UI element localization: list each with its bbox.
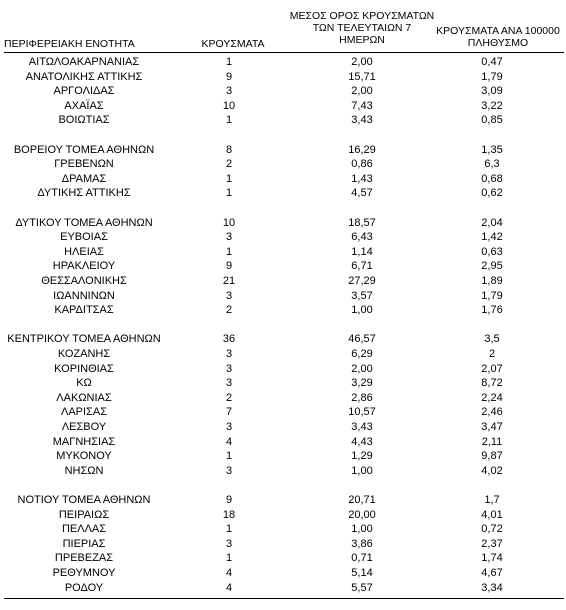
region-name-cell: ΚΟΖΑΝΗΣ — [57, 348, 111, 360]
region-name-cell: ΑΙΤΩΛΟΑΚΑΡΝΑΝΙΑΣ — [28, 56, 140, 68]
table-row — [0, 464, 566, 478]
region-name-cell: ΑΝΑΤΟΛΙΚΗΣ ΑΤΤΙΚΗΣ — [25, 70, 143, 83]
per-100k-cell: 4,67 — [481, 567, 503, 579]
per-100k-cell: 1,74 — [481, 552, 503, 565]
header-per-100k — [428, 25, 566, 49]
avg-cases-cell: 1,43 — [351, 172, 373, 185]
region-name-cell: ΙΩΑΝΝΙΝΩΝ — [53, 289, 115, 302]
table-row — [0, 332, 566, 346]
cases-cell: 18 — [222, 508, 236, 521]
cases-cell: 1 — [225, 56, 233, 68]
per-100k-cell: 4,02 — [481, 464, 503, 477]
region-name-cell: ΑΧΑΪΑΣ — [64, 99, 104, 112]
avg-cases-cell: 46,57 — [348, 333, 376, 346]
cases-cell: 3 — [225, 537, 233, 550]
table-row — [0, 143, 566, 157]
per-100k-cell: 3,34 — [481, 581, 503, 594]
table-row — [0, 113, 566, 127]
per-100k-cell: 3,22 — [481, 99, 503, 112]
per-100k-cell: 1,42 — [481, 231, 503, 244]
region-name-cell: ΚΑΡΔΙΤΣΑΣ — [54, 304, 114, 317]
cases-cell: 3 — [225, 85, 233, 98]
cases-cell: 9 — [225, 70, 233, 83]
per-100k-cell: 8,72 — [481, 377, 503, 390]
avg-cases-cell: 2,86 — [351, 391, 373, 404]
table-row — [0, 186, 566, 200]
header-divider — [4, 52, 564, 53]
table-row — [0, 566, 566, 580]
per-100k-cell: 1,89 — [481, 275, 503, 287]
cases-cell: 3 — [225, 362, 233, 375]
avg-cases-cell: 0,86 — [351, 158, 373, 171]
avg-cases-cell: 5,57 — [351, 581, 373, 594]
bottom-divider — [4, 598, 564, 599]
header-avg-cases — [288, 10, 436, 46]
table-row — [0, 84, 566, 98]
table-row — [0, 216, 566, 230]
per-100k-cell: 4,01 — [481, 508, 503, 521]
per-100k-cell: 3,5 — [484, 333, 500, 346]
per-100k-cell: 2,11 — [481, 435, 503, 448]
avg-cases-cell: 1,29 — [351, 450, 373, 463]
cases-cell: 3 — [225, 377, 233, 390]
per-100k-cell: 0,63 — [481, 245, 503, 258]
per-100k-cell: 2,24 — [481, 391, 503, 404]
avg-cases-cell: 3,43 — [351, 114, 373, 127]
avg-cases-cell: 1,00 — [351, 304, 373, 317]
cases-cell: 1 — [225, 172, 233, 185]
region-name-cell: ΛΑΚΩΝΙΑΣ — [56, 391, 112, 404]
per-100k-cell: 2,95 — [481, 260, 503, 273]
region-name-cell: ΛΕΣΒΟΥ — [61, 421, 107, 433]
table-row — [0, 303, 566, 317]
cases-cell: 2 — [225, 304, 233, 317]
cases-cell: 10 — [222, 99, 236, 112]
table-row — [0, 230, 566, 244]
region-name-cell: ΗΛΕΙΑΣ — [64, 245, 104, 258]
region-name-cell: ΠΡΕΒΕΖΑΣ — [54, 552, 114, 565]
avg-cases-cell: 6,29 — [351, 348, 373, 360]
header-avg-line3: ΗΜΕΡΩΝ — [339, 34, 385, 46]
cases-cell: 2 — [225, 391, 233, 404]
per-100k-cell: 0,85 — [481, 114, 503, 127]
cases-cell: 10 — [222, 216, 236, 229]
header-avg-line1: ΜΕΣΟΣ ΟΡΟΣ ΚΡΟΥΣΜΑΤΩΝ — [289, 10, 435, 22]
cases-cell: 21 — [222, 275, 236, 287]
avg-cases-cell: 4,43 — [351, 435, 373, 448]
per-100k-cell: 2,07 — [481, 362, 503, 375]
region-name-cell: ΒΟΙΩΤΙΑΣ — [58, 114, 110, 127]
header-region: ΠΕΡΙΦΕΡΕΙΑΚΗ ΕΝΟΤΗΤΑ — [4, 38, 135, 50]
region-name-cell: ΕΥΒΟΙΑΣ — [60, 231, 108, 244]
per-100k-cell: 3,47 — [481, 421, 503, 433]
region-name-cell: ΠΕΛΛΑΣ — [61, 523, 107, 536]
avg-cases-cell: 20,00 — [348, 508, 376, 521]
avg-cases-cell: 1,00 — [351, 464, 373, 477]
cases-cell: 3 — [225, 348, 233, 360]
avg-cases-cell: 4,57 — [351, 187, 373, 200]
avg-cases-cell: 10,57 — [348, 406, 376, 419]
avg-cases-cell: 16,29 — [348, 143, 376, 156]
cases-cell: 3 — [225, 464, 233, 477]
table-row — [0, 493, 566, 507]
avg-cases-cell: 2,00 — [351, 56, 373, 68]
per-100k-cell: 1,76 — [481, 304, 503, 317]
table-row — [0, 347, 566, 361]
cases-cell: 1 — [225, 523, 233, 536]
table-row — [0, 435, 566, 449]
region-name-cell: ΜΑΓΝΗΣΙΑΣ — [52, 435, 116, 448]
avg-cases-cell: 15,71 — [348, 70, 376, 83]
per-100k-cell: 0,72 — [481, 523, 503, 536]
avg-cases-cell: 1,14 — [351, 245, 373, 258]
per-100k-cell: 2 — [488, 348, 496, 360]
avg-cases-cell: 3,57 — [351, 289, 373, 302]
avg-cases-cell: 0,71 — [351, 552, 373, 565]
per-100k-cell: 3,09 — [481, 85, 503, 98]
per-100k-cell: 9,87 — [481, 450, 503, 463]
cases-cell: 8 — [225, 143, 233, 156]
table-row — [0, 391, 566, 405]
avg-cases-cell: 3,29 — [351, 377, 373, 390]
region-name-cell: ΑΡΓΟΛΙΔΑΣ — [53, 85, 115, 98]
table-row — [0, 289, 566, 303]
table-row — [0, 537, 566, 551]
table-row — [0, 172, 566, 186]
avg-cases-cell: 7,43 — [351, 99, 373, 112]
region-name-cell: ΔΡΑΜΑΣ — [61, 172, 107, 185]
avg-cases-cell: 3,43 — [351, 421, 373, 433]
cases-cell: 4 — [225, 567, 233, 579]
table-row — [0, 362, 566, 376]
cases-cell: 1 — [225, 114, 233, 127]
region-name-cell: ΔΥΤΙΚΟΥ ΤΟΜΕΑ ΑΘΗΝΩΝ — [15, 216, 153, 229]
region-name-cell: ΝΟΤΙΟΥ ΤΟΜΕΑ ΑΘΗΝΩΝ — [17, 494, 151, 506]
cases-cell: 1 — [225, 450, 233, 463]
per-100k-cell: 1,79 — [481, 289, 503, 302]
region-name-cell: ΜΥΚΟΝΟΥ — [56, 450, 112, 463]
region-name-cell: ΚΕΝΤΡΙΚΟΥ ΤΟΜΕΑ ΑΘΗΝΩΝ — [7, 333, 161, 346]
header-per-line2: ΠΛΗΘΥΣΜΟ — [467, 37, 529, 49]
region-name-cell: ΝΗΣΩΝ — [64, 464, 104, 477]
cases-cell: 4 — [225, 581, 233, 594]
avg-cases-cell: 2,00 — [351, 362, 373, 375]
avg-cases-cell: 6,71 — [351, 260, 373, 273]
cases-cell: 1 — [225, 245, 233, 258]
region-name-cell: ΗΡΑΚΛΕΙΟΥ — [52, 260, 116, 273]
avg-cases-cell: 20,71 — [348, 494, 376, 506]
avg-cases-cell: 27,29 — [348, 275, 376, 287]
cases-cell: 9 — [225, 494, 233, 506]
cases-cell: 4 — [225, 435, 233, 448]
per-100k-cell: 0,68 — [481, 172, 503, 185]
region-name-cell: ΛΑΡΙΣΑΣ — [60, 406, 107, 419]
per-100k-cell: 1,35 — [481, 143, 503, 156]
table-row — [0, 405, 566, 419]
cases-cell: 2 — [225, 158, 233, 171]
table-row — [0, 508, 566, 522]
header-per-line1: ΚΡΟΥΣΜΑΤΑ ΑΝΑ 100000 — [436, 25, 560, 37]
region-name-cell: ΠΙΕΡΙΑΣ — [62, 537, 106, 550]
per-100k-cell: 2,46 — [481, 406, 503, 419]
region-name-cell: ΠΕΙΡΑΙΩΣ — [58, 508, 110, 521]
region-name-cell: ΡΕΘΥΜΝΟΥ — [52, 567, 116, 579]
region-name-cell: ΚΩ — [76, 377, 92, 390]
per-100k-cell: 2,04 — [481, 216, 503, 229]
table-row — [0, 99, 566, 113]
cases-cell: 1 — [225, 552, 233, 565]
avg-cases-cell: 2,00 — [351, 85, 373, 98]
table-row — [0, 55, 566, 69]
region-name-cell: ΡΟΔΟΥ — [64, 581, 104, 594]
avg-cases-cell: 6,43 — [351, 231, 373, 244]
region-name-cell: ΘΕΣΣΑΛΟΝΙΚΗΣ — [41, 275, 127, 287]
per-100k-cell: 2,37 — [481, 537, 503, 550]
table-row — [0, 274, 566, 288]
table-row — [0, 376, 566, 390]
table-row — [0, 259, 566, 273]
table-row — [0, 581, 566, 595]
region-name-cell: ΓΡΕΒΕΝΩΝ — [54, 158, 114, 171]
cases-cell: 3 — [225, 421, 233, 433]
table-row — [0, 245, 566, 259]
region-name-cell: ΔΥΤΙΚΗΣ ΑΤΤΙΚΗΣ — [37, 187, 131, 200]
table-row — [0, 449, 566, 463]
region-name-cell: ΚΟΡΙΝΘΙΑΣ — [54, 362, 114, 375]
table-row — [0, 420, 566, 434]
per-100k-cell: 1,7 — [484, 494, 500, 506]
avg-cases-cell: 3,86 — [351, 537, 373, 550]
table-row — [0, 551, 566, 565]
table-row — [0, 70, 566, 84]
cases-cell: 1 — [225, 187, 233, 200]
header-cases: ΚΡΟΥΣΜΑΤΑ — [201, 38, 265, 50]
cases-cell: 36 — [222, 333, 236, 346]
per-100k-cell: 0,47 — [481, 56, 503, 68]
cases-cell: 7 — [225, 406, 233, 419]
cases-cell: 3 — [225, 289, 233, 302]
region-name-cell: ΒΟΡΕΙΟΥ ΤΟΜΕΑ ΑΘΗΝΩΝ — [13, 143, 155, 156]
table-row — [0, 157, 566, 171]
avg-cases-cell: 1,00 — [351, 523, 373, 536]
table-row — [0, 522, 566, 536]
cases-cell: 3 — [225, 231, 233, 244]
header-avg-line2: ΤΩΝ ΤΕΛΕΥΤΑΙΩΝ 7 — [312, 22, 412, 34]
per-100k-cell: 6,3 — [484, 158, 500, 171]
avg-cases-cell: 18,57 — [348, 216, 376, 229]
cases-cell: 9 — [225, 260, 233, 273]
per-100k-cell: 0,62 — [481, 187, 503, 200]
per-100k-cell: 1,79 — [481, 70, 503, 83]
avg-cases-cell: 5,14 — [351, 567, 373, 579]
